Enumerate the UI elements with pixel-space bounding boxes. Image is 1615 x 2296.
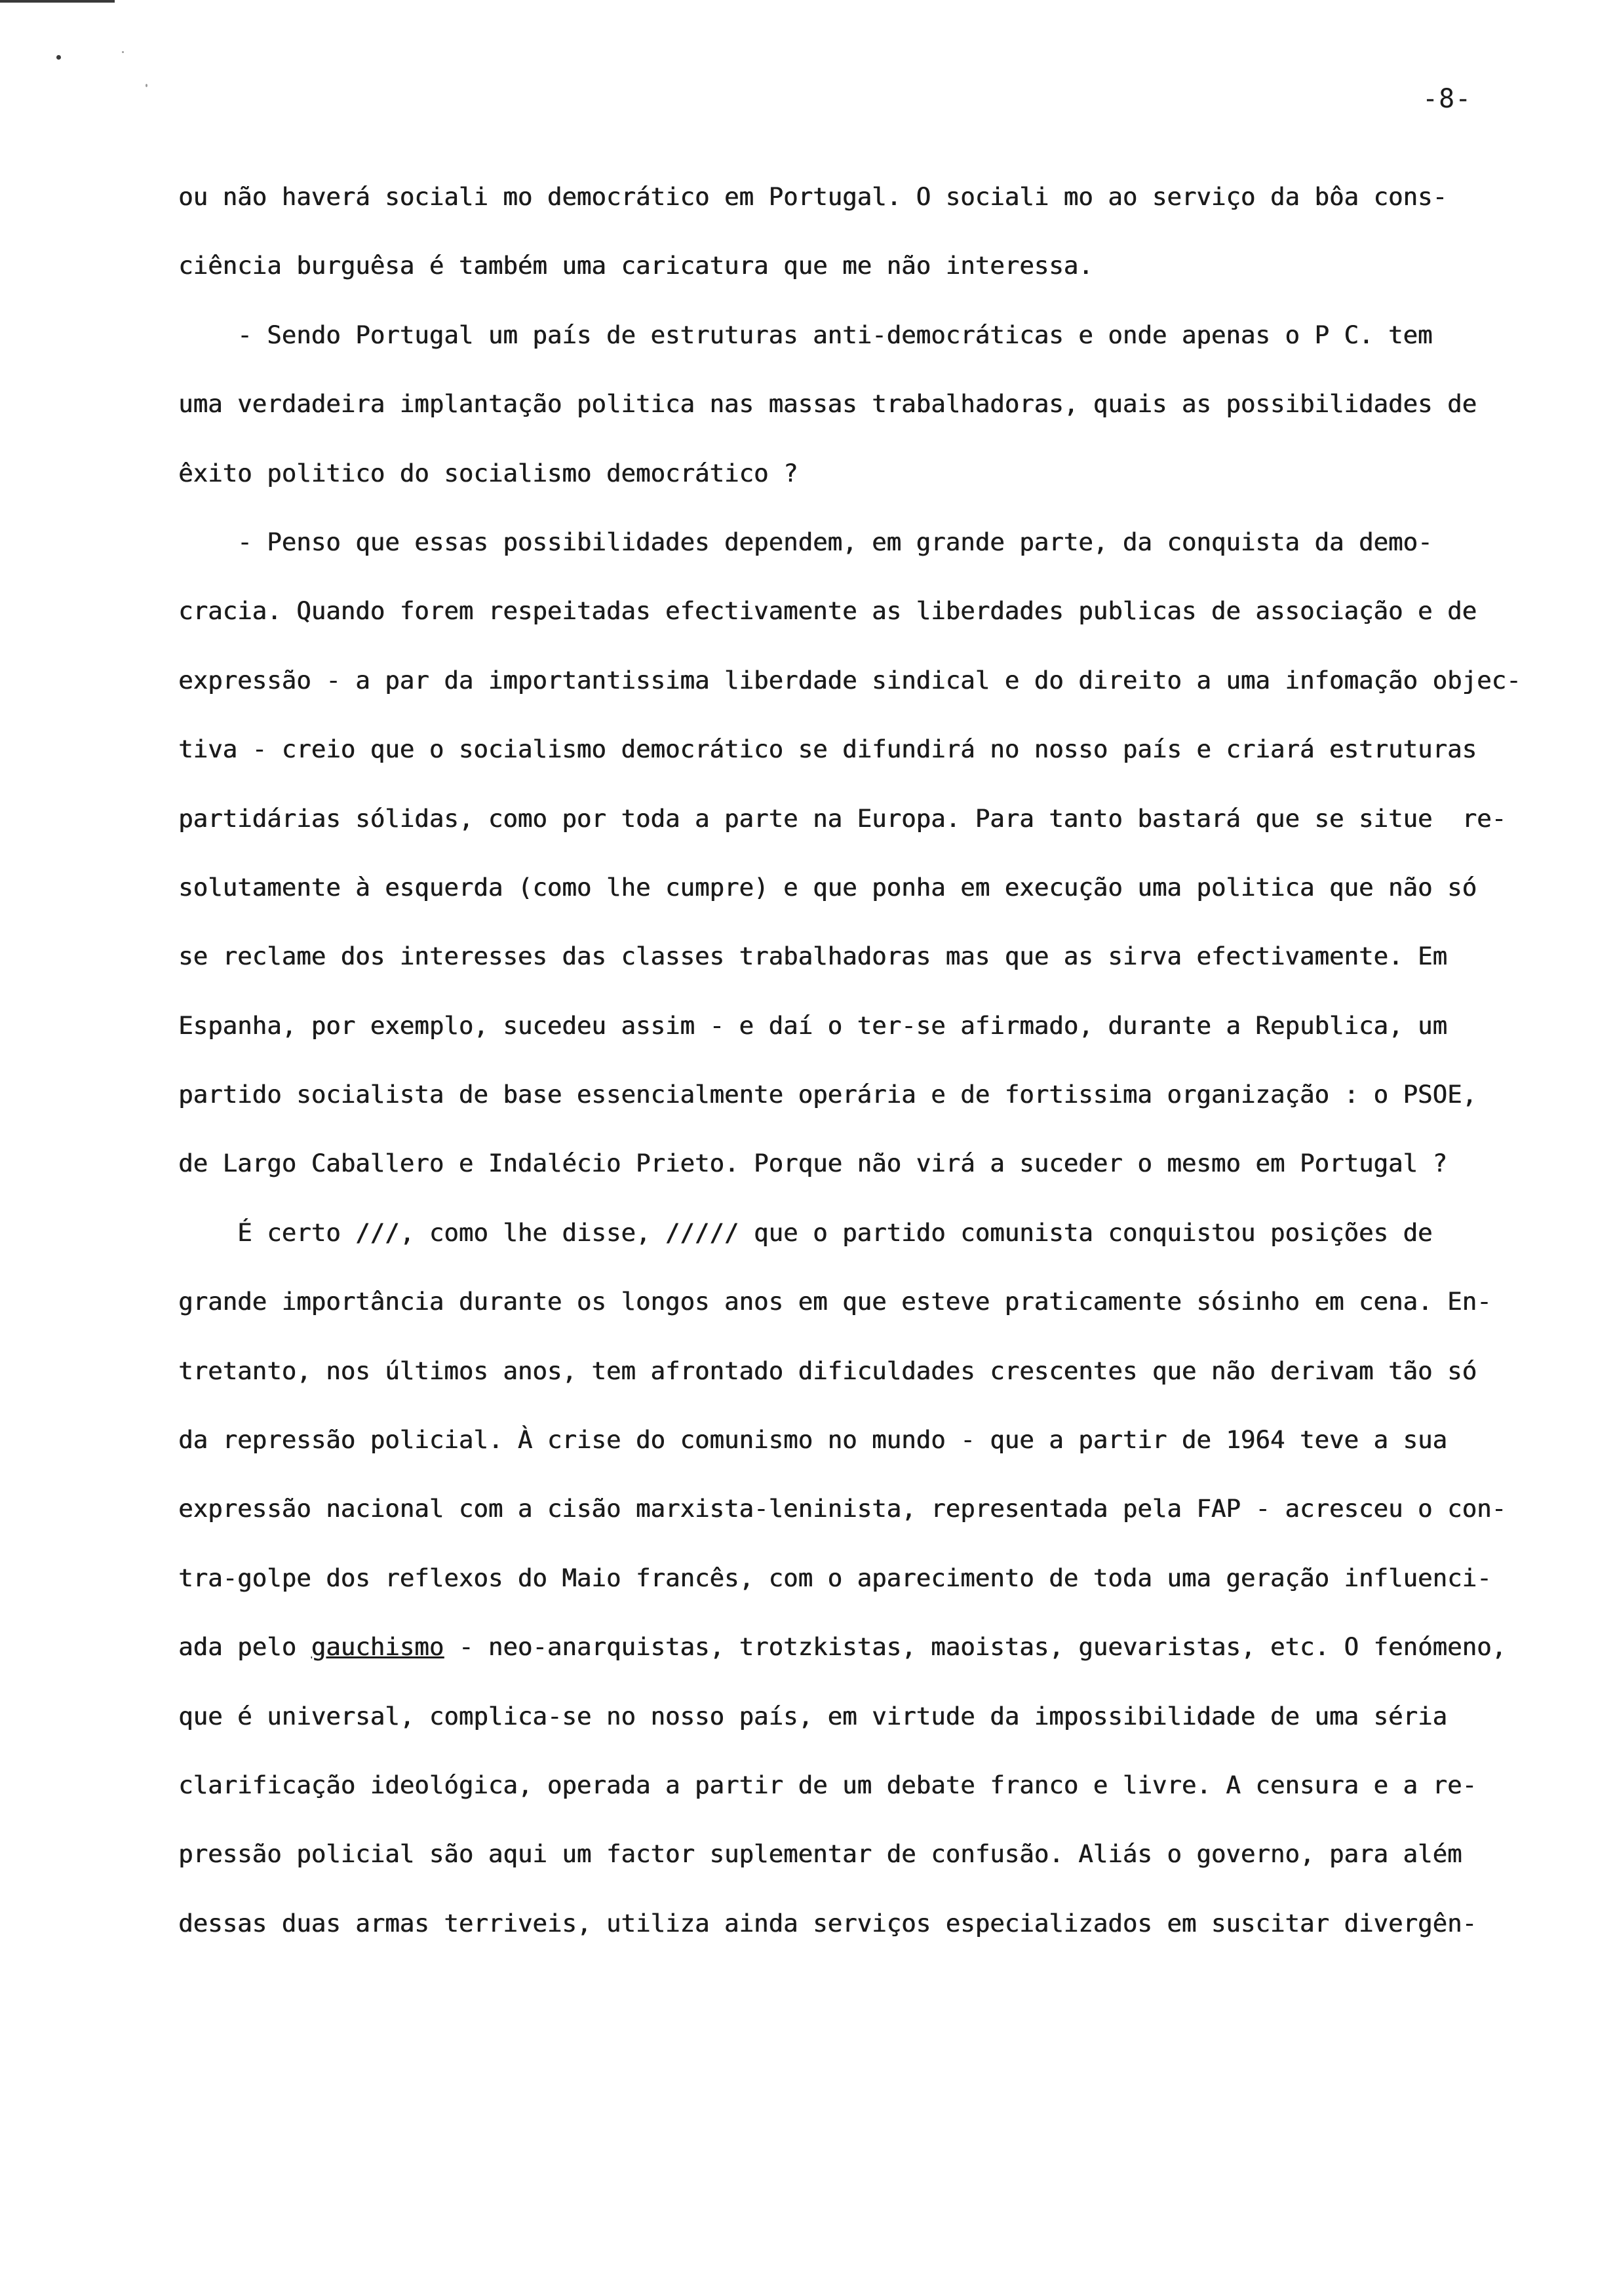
text-line: É certo ///, como lhe disse, ///// que o partido comunista conquistou posições de xyxy=(178,1217,1433,1247)
body-text xyxy=(178,163,1555,1958)
text-line: dessas duas armas terriveis, utiliza ainda serviços especializados em suscitar divergên- xyxy=(178,1908,1477,1938)
text-line: expressão - a par da importantissima liberdade sindical e do direito a uma infomação objec- xyxy=(178,665,1521,695)
text-line: - Penso que essas possibilidades dependem, em grande parte, da conquista da demo- xyxy=(178,527,1433,556)
page-number: -8- xyxy=(1422,84,1472,114)
text-line: que é universal, complica-se no nosso país, em virtude da impossibilidade de uma séria xyxy=(178,1701,1447,1731)
text-line: da repressão policial. À crise do comunismo no mundo - que a partir de 1964 teve a sua xyxy=(178,1425,1447,1455)
text-line: - Sendo Portugal um país de estruturas anti-democráticas e onde apenas o P C. tem xyxy=(178,320,1433,349)
text-line: ou não haverá sociali mo democrático em Portugal. O sociali mo ao serviço da bôa cons- xyxy=(178,182,1447,211)
text-segment: ada pelo xyxy=(178,1632,311,1662)
text-line: pressão policial são aqui um factor suplementar de confusão. Aliás o governo, para além xyxy=(178,1839,1462,1869)
text-line xyxy=(178,1613,1555,1681)
text-line: expressão nacional com a cisão marxista-leninista, representada pela FAP - acresceu o con- xyxy=(178,1494,1506,1523)
text-line: êxito politico do socialismo democrático ? xyxy=(178,458,798,488)
text-line: partido socialista de base essencialmente operária e de fortissima organização : o PSOE, xyxy=(178,1080,1477,1109)
text-line: cracia. Quando forem respeitadas efectivamente as liberdades publicas de associação e de xyxy=(178,596,1477,626)
text-line: de Largo Caballero e Indalécio Prieto. Porque não virá a suceder o mesmo em Portugal ? xyxy=(178,1149,1447,1178)
underlined-word: gauchismo xyxy=(311,1632,444,1662)
scan-speck xyxy=(122,51,124,53)
scan-speck xyxy=(56,55,61,60)
text-line: solutamente à esquerda (como lhe cumpre) e que ponha em execução uma politica que não só xyxy=(178,872,1477,902)
text-line: tretanto, nos últimos anos, tem afrontado dificuldades crescentes que não derivam tão só xyxy=(178,1356,1477,1385)
text-line: ciência burguêsa é também uma caricatura que me não interessa. xyxy=(178,251,1093,280)
text-line: Espanha, por exemplo, sucedeu assim - e daí o ter-se afirmado, durante a Republica, um xyxy=(178,1010,1447,1040)
text-line: clarificação ideológica, operada a partir de um debate franco e livre. A censura e a re- xyxy=(178,1770,1477,1799)
text-line: tiva - creio que o socialismo democrático se difundirá no nosso país e criará estruturas xyxy=(178,735,1477,764)
text-segment: - neo-anarquistas, trotzkistas, maoistas, guevaristas, etc. O fenómeno, xyxy=(444,1632,1507,1662)
scan-speck xyxy=(146,84,147,87)
scan-edge-mark xyxy=(0,0,115,3)
text-line: tra-golpe dos reflexos do Maio francês, com o aparecimento de toda uma geração influenci- xyxy=(178,1563,1492,1592)
text-line: uma verdadeira implantação politica nas massas trabalhadoras, quais as possibilidades de xyxy=(178,389,1477,419)
text-line: partidárias sólidas, como por toda a parte na Europa. Para tanto bastará que se situe re- xyxy=(178,803,1506,833)
text-line: se reclame dos interesses das classes trabalhadoras mas que as sirva efectivamente. Em xyxy=(178,942,1447,971)
text-line: grande importância durante os longos anos em que esteve praticamente sósinho em cena. En- xyxy=(178,1287,1492,1316)
